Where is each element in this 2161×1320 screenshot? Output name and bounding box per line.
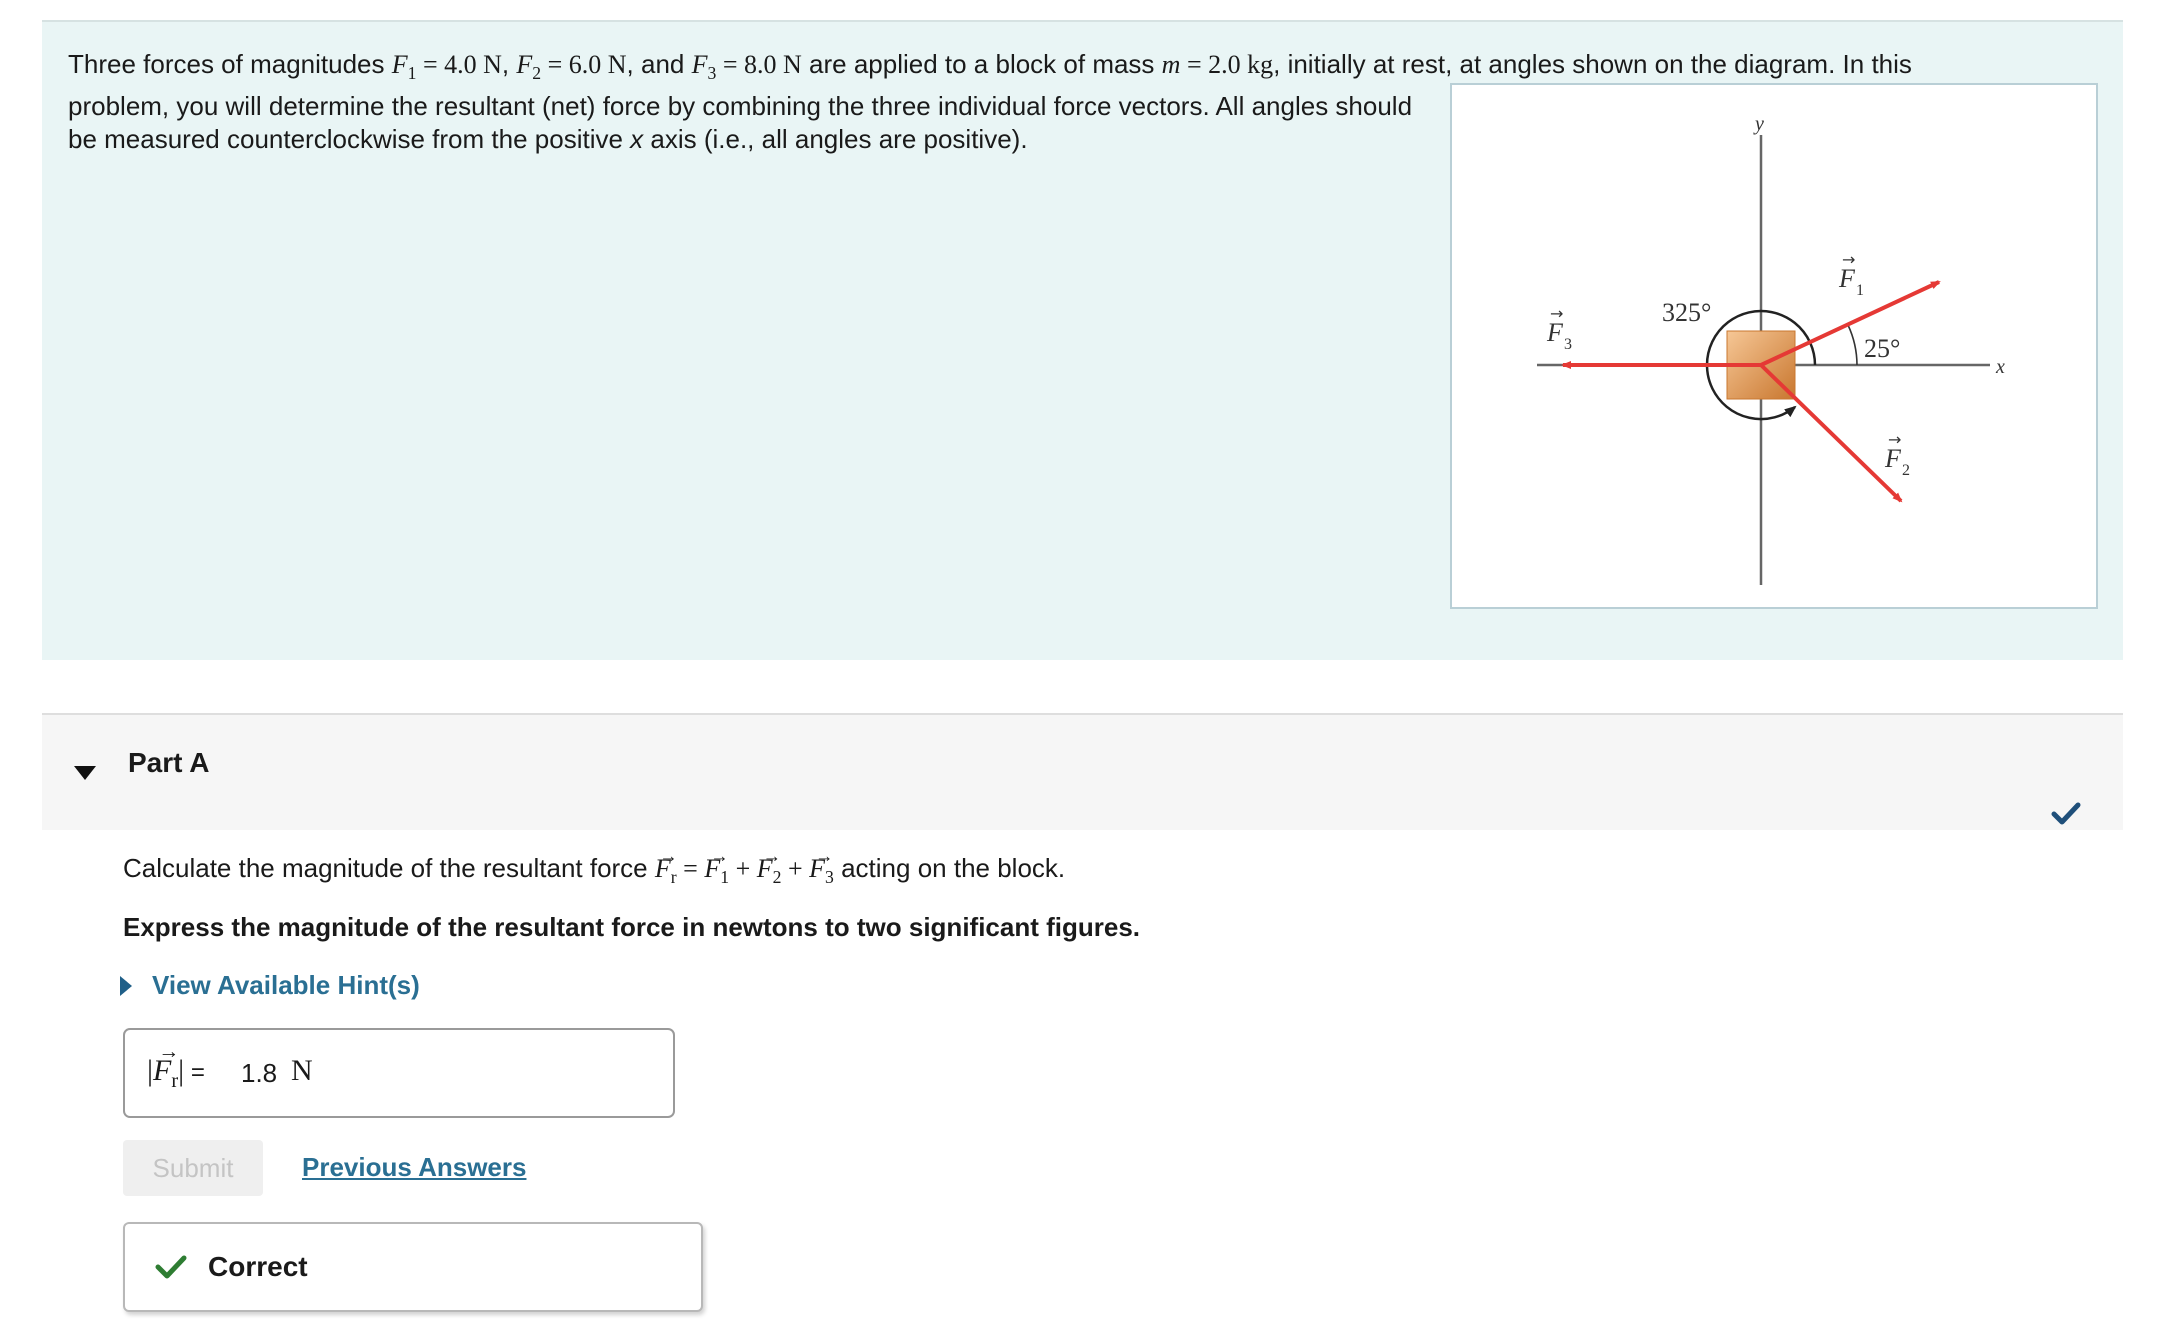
angle-25-label: 25°	[1864, 334, 1901, 363]
force1-label	[1838, 250, 1864, 299]
feedback-correct-box	[123, 1222, 703, 1312]
answer-field[interactable]	[123, 1028, 675, 1118]
answer-resultant-symbol	[153, 1054, 178, 1093]
vector-f3-letter: F	[809, 854, 826, 883]
vector-f2-letter: F	[756, 854, 773, 883]
force-diagram-svg	[1452, 85, 2096, 607]
problem-mass-text: are applied to a block of mass	[801, 49, 1162, 79]
vector-f1	[704, 851, 729, 895]
collapse-triangle-icon[interactable]	[71, 758, 99, 786]
vector-f1-subscript: 1	[720, 867, 730, 888]
answer-unit: N	[291, 1054, 313, 1087]
force3-label-letter: F	[1547, 318, 1563, 347]
checkmark-icon	[2051, 801, 2081, 827]
separator: , and	[626, 49, 692, 79]
vector-f1-letter: F	[704, 854, 721, 883]
force2-value: = 6.0 N	[541, 50, 627, 79]
question-end: acting on the block.	[833, 853, 1066, 883]
problem-line3-start: be measured counterclockwise from the positive	[68, 124, 631, 155]
mass-symbol: m	[1161, 50, 1181, 79]
part-a-header[interactable]	[42, 713, 2123, 830]
part-a-title: Part A	[128, 747, 210, 778]
answer-resultant-subscript: r	[171, 1070, 179, 1092]
force2-label-subscript: 2	[1902, 462, 1910, 479]
vector-f3	[809, 851, 834, 895]
vector-f3-subscript: 3	[825, 867, 834, 888]
force3-label-arrow: →	[1550, 304, 1564, 323]
force2-vector	[1761, 365, 1901, 501]
separator: ,	[501, 49, 517, 79]
abs-bar-right: |	[178, 1054, 185, 1087]
force2-label	[1884, 430, 1910, 479]
problem-line-2: problem, you will determine the resultant (net) force by combining the three individual force vectors. All angles should	[68, 91, 1413, 122]
answer-equals: =	[184, 1059, 205, 1086]
force3-label	[1546, 304, 1572, 353]
answer-resultant-letter: F	[153, 1054, 172, 1087]
abs-bar-left: |	[147, 1054, 154, 1087]
correct-check-icon	[155, 1254, 187, 1280]
force1-label-arrow: →	[1842, 250, 1856, 269]
previous-answers-link[interactable]: Previous Answers	[302, 1152, 527, 1182]
feedback-text: Correct	[208, 1251, 308, 1282]
answer-label	[147, 1054, 205, 1093]
problem-intro-end: , initially at rest, at angles shown on the diagram. In this	[1273, 49, 1912, 79]
force1-label-subscript: 1	[1856, 282, 1864, 299]
force1-vector	[1761, 282, 1939, 365]
x-axis-word: x	[630, 124, 644, 155]
plus-sign: +	[781, 854, 810, 883]
view-hints-label[interactable]: View Available Hint(s)	[152, 970, 420, 1000]
force-diagram-figure	[1450, 83, 2098, 609]
force1-value: = 4.0 N	[416, 50, 502, 79]
force1-letter: F	[391, 50, 408, 79]
vector-f2-subscript: 2	[772, 867, 782, 888]
submit-button[interactable]: Submit	[123, 1140, 263, 1196]
force2-letter: F	[516, 50, 533, 79]
resultant-subscript: r	[670, 867, 677, 888]
force3-symbol	[691, 50, 717, 84]
mass-value: = 2.0 kg	[1180, 50, 1274, 79]
view-hints-link[interactable]	[120, 970, 420, 1001]
force1-label-letter: F	[1839, 264, 1855, 293]
answer-value[interactable]: 1.8	[241, 1058, 278, 1088]
resultant-letter: F	[654, 854, 671, 883]
force3-letter: F	[691, 50, 708, 79]
plus-sign: +	[729, 854, 757, 883]
problem-line3-end: axis (i.e., all angles are positive).	[643, 124, 1028, 155]
problem-statement-panel	[42, 20, 2123, 660]
force2-symbol	[516, 50, 542, 84]
question-start: Calculate the magnitude of the resultant force	[123, 853, 655, 883]
force1-symbol	[391, 50, 417, 84]
force2-label-letter: F	[1885, 444, 1901, 473]
vector-f2	[757, 851, 782, 895]
x-axis-label: x	[1996, 356, 2005, 378]
angle-25-arc	[1848, 325, 1857, 365]
expand-triangle-icon[interactable]	[120, 976, 132, 996]
force1-subscript: 1	[407, 63, 417, 84]
equals-sign: =	[676, 854, 705, 883]
force2-subscript: 2	[532, 63, 542, 84]
force3-label-subscript: 3	[1564, 336, 1572, 353]
answer-instruction: Express the magnitude of the resultant force in newtons to two significant figures.	[123, 912, 1141, 942]
force2-label-arrow: →	[1888, 430, 1902, 449]
angle-325-label: 325°	[1662, 298, 1712, 327]
force3-subscript: 3	[707, 63, 717, 84]
y-axis-label: y	[1755, 113, 1764, 135]
resultant-force-symbol	[655, 851, 677, 895]
question-text	[123, 850, 1065, 895]
force3-value: = 8.0 N	[716, 50, 802, 79]
problem-intro-text: Three forces of magnitudes	[68, 49, 392, 79]
